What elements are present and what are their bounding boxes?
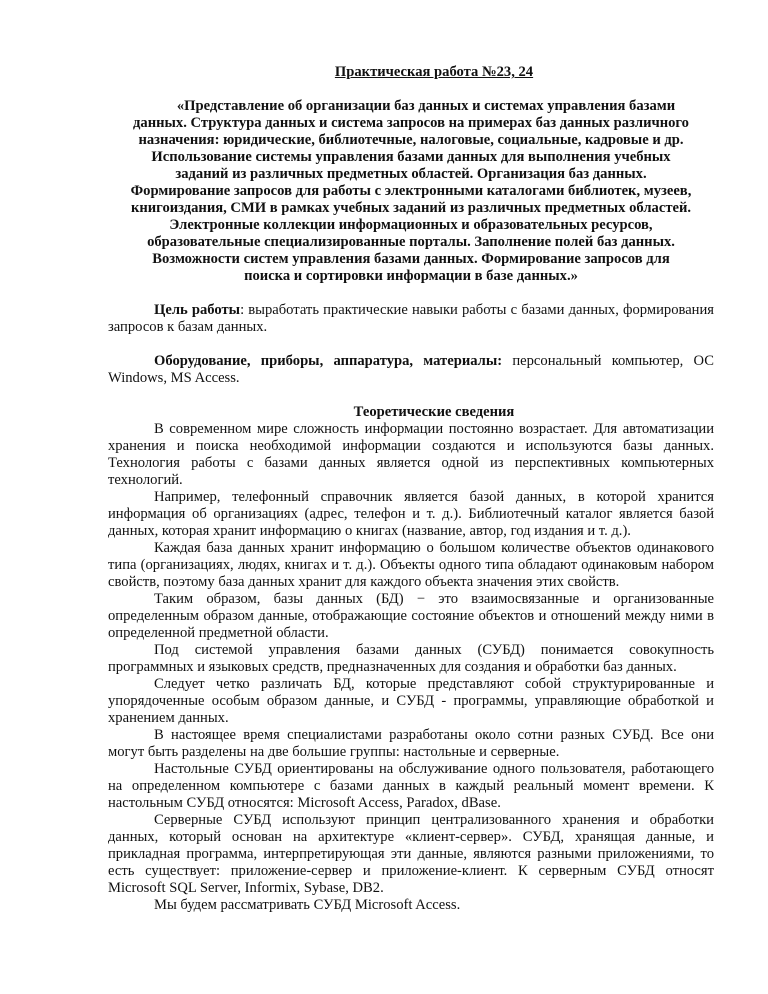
topic-line: данных. Структура данных и система запросов на примерах баз данных различного	[133, 115, 689, 131]
topic-line: Возможности систем управления базами данных. Формирование запросов для	[152, 251, 670, 267]
theory-heading: Теоретические сведения	[353, 404, 515, 420]
theory-paragraph: Под системой управления базами данных (СУБД) понимается совокупность программных и языковых средств, предназначенных для создания и обработки баз данных.	[108, 642, 714, 675]
theory-paragraph: В современном мире сложность информации постоянно возрастает. Для автоматизации хранения и поиска необходимой информации создаются и используются базы данных. Технология работы с базами данных является одной из перспективных компьютерных технологий.	[108, 421, 714, 488]
topic-line: Формирование запросов для работы с электронными каталогами библиотек, музеев,	[130, 183, 692, 199]
topic-line: заданий из различных предметных областей. Организация баз данных.	[175, 166, 647, 182]
theory-paragraph: Каждая база данных хранит информацию о большом количестве объектов одинакового типа (организациях, людях, книгах и т. д.). Объекты одного типа обладают одинаковым набором свойств, поэтому база данных хранит для каждого объекта значения этих свойств.	[108, 540, 714, 590]
theory-paragraph: Мы будем рассматривать СУБД Microsoft Access.	[154, 897, 461, 913]
theory-paragraph: В настоящее время специалистами разработаны около сотни разных СУБД. Все они могут быть разделены на две большие группы: настольные и серверные.	[108, 727, 714, 760]
topic-line: книгоиздания, СМИ в рамках учебных заданий из различных предметных областей.	[130, 200, 692, 216]
topic-line: Использование системы управления базами данных для выполнения учебных	[151, 149, 671, 165]
theory-paragraph: Следует четко различать БД, которые представляют собой структурированные и упорядоченные особым образом данные, и СУБД - программы, управляющие обработкой и хранением данных.	[108, 676, 714, 726]
theory-paragraph: Например, телефонный справочник является базой данных, в которой хранится информация об организациях (адрес, телефон и т. д.). Библиотечный каталог является базой данных, которая хранит информацию о книгах (название, автор, год издания и т. д.).	[108, 489, 714, 539]
goal-label: Цель работы	[154, 302, 241, 318]
topic-line: «Представление об организации баз данных и системах управления базами	[176, 98, 676, 114]
equipment-label: Оборудование, приборы, аппаратура, материалы:	[154, 353, 503, 369]
topic-line: Электронные коллекции информационных и образовательных ресурсов,	[169, 217, 653, 233]
topic-line: назначения: юридические, библиотечные, налоговые, социальные, кадровые и др.	[138, 132, 684, 148]
theory-paragraph: Таким образом, базы данных (БД) − это взаимосвязанные и организованные определенным образом данные, отображающие состояние объектов и отношений между ними в определенной предметной области.	[108, 591, 714, 641]
topic-block	[108, 98, 714, 285]
goal-text: : выработать практические навыки работы с базами данных, формирования запросов к базам данных.	[108, 302, 714, 335]
goal-paragraph	[108, 302, 714, 336]
topic-line: поиска и сортировки информации в базе данных.»	[244, 268, 578, 284]
equipment-text: персональный компьютер, ОС Windows, MS Access.	[108, 353, 714, 386]
page-title: Практическая работа №23, 24	[334, 64, 534, 80]
topic-line: образовательные специализированные порталы. Заполнение полей баз данных.	[147, 234, 675, 250]
equipment-paragraph	[108, 353, 714, 387]
theory-paragraph: Настольные СУБД ориентированы на обслуживание одного пользователя, работающего на определенном компьютере с базами данных в каждый реальный момент времени. К настольным СУБД относятся: Microsoft Access, Paradox, dBase.	[108, 761, 714, 811]
theory-paragraph: Серверные СУБД используют принцип централизованного хранения и обработки данных, который основан на архитектуре «клиент-сервер». СУБД, хранящая данные, и прикладная программа, интерпретирующая эти данные, являются разными приложениями, то есть существует: приложение-сервер и приложение-клиент. К серверным СУБД относят Microsoft SQL Server, Informix, Sybase, DB2.	[108, 812, 714, 896]
